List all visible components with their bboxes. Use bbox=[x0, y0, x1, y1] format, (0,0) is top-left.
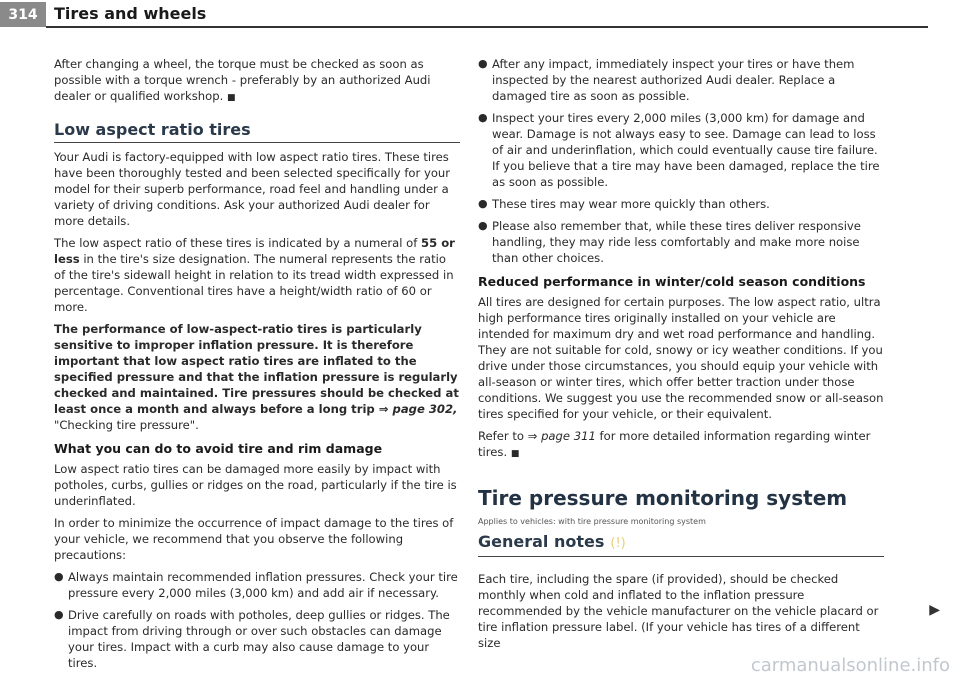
page-header bbox=[0, 0, 960, 28]
list-item: ● Drive carefully on roads with potholes, deep gullies or ridges. The impact from driving through or over such obstacles can damage your tires. Impact with a curb may also cause damage to your tires. bbox=[54, 608, 450, 670]
general-paragraph: Each tire, including the spare (if provided), should be checked monthly when cold and inflated to the inflation pressure recommended by the vehicle manufacturer on the vehicle placard or tire inflation pressure label. (If your vehicle has tires of a different size bbox=[478, 572, 879, 650]
heading-general-notes: General notes bbox=[478, 532, 605, 551]
bullet-icon: ● bbox=[54, 570, 64, 583]
warning-bold-paragraph: The performance of low-aspect-ratio tires is particularly sensitive to improper inflation pressure. It is therefore important that low aspect ratio tires are inflated to the specified pressure and that the inflation pressure is regularly checked and maintained. Tire pressures should be checked at least once a month and always before a long trip ⇒ page 302, "Checking tire pressure". bbox=[54, 322, 459, 432]
bullet-icon: ● bbox=[54, 608, 64, 621]
list-item: ● After any impact, immediately inspect your tires or have them inspected by the nearest authorized Audi dealer. Replace a damaged tire as soon as possible. bbox=[478, 57, 855, 103]
heading-low-aspect: Low aspect ratio tires bbox=[54, 122, 460, 143]
end-mark-icon: ■ bbox=[510, 449, 520, 459]
avoid-paragraph-1: Low aspect ratio tires can be damaged more easily by impact with potholes, curbs, gullies or ridges on the road, particularly if the tire is underinflated. bbox=[54, 462, 457, 508]
heading-reduced-performance: Reduced performance in winter/cold season conditions bbox=[478, 274, 866, 289]
list-item: ● Always maintain recommended inflation pressures. Check your tire pressure every 2,000 miles (3,000 km) and add air if necessary. bbox=[54, 570, 458, 600]
page-ref-311[interactable]: ⇒ page 311 bbox=[527, 429, 596, 443]
reduced-paragraph-1: All tires are designed for certain purposes. The low aspect ratio, ultra high performance tires originally installed on your vehicle are intended for maximum dry and wet road performance and handling. They are not suitable for cold, snowy or icy weather conditions. If you drive under those circumstances, you should equip your vehicle with all-season or winter tires, which offer better traction under those conditions. We suggest you use the recommended snow or all-season tires specified for your vehicle, or their equivalent. bbox=[478, 295, 884, 421]
bullet-icon: ● bbox=[478, 111, 488, 124]
right-column bbox=[478, 56, 884, 657]
bullet-icon: ● bbox=[478, 219, 488, 232]
list-item: ● Please also remember that, while these tires deliver responsive handling, they may ride less comfortably and make more noise than other choices. bbox=[478, 219, 861, 265]
watermark: carmanualsonline.info bbox=[750, 655, 950, 676]
avoid-paragraph-2: In order to minimize the occurrence of impact damage to the tires of your vehicle, we recommend that you observe the following precautions: bbox=[54, 516, 454, 562]
reduced-paragraph-2: Refer to ⇒ page 311 for more detailed information regarding winter tires. ■ bbox=[478, 429, 871, 459]
heading-tpms: Tire pressure monitoring system bbox=[478, 486, 848, 510]
bullet-icon: ● bbox=[478, 57, 488, 70]
intro-paragraph: After changing a wheel, the torque must be checked as soon as possible with a torque wrench - preferably by an authorized Audi dealer or qualified workshop. ■ bbox=[54, 57, 431, 103]
section-title: Tires and wheels bbox=[54, 4, 207, 23]
continue-arrow-icon: ▶ bbox=[929, 602, 940, 618]
left-column bbox=[54, 56, 460, 677]
header-rule bbox=[46, 26, 928, 28]
caution-icon: (!) bbox=[610, 536, 626, 551]
page-number: 314 bbox=[0, 2, 46, 27]
low-aspect-paragraph-1: Your Audi is factory-equipped with low aspect ratio tires. These tires have been thoroughly tested and been selected specifically for your model for their superb performance, road feel and handling under a variety of driving conditions. Ask your authorized Audi dealer for more details. bbox=[54, 150, 451, 228]
general-notes-heading bbox=[478, 534, 884, 557]
end-mark-icon: ■ bbox=[226, 93, 236, 103]
low-aspect-paragraph-2: The low aspect ratio of these tires is indicated by a numeral of 55 or less in the tire's size designation. The numeral represents the ratio of the tire's sidewall height in relation to its tread width expressed in percentage. Conventional tires have a height/width ratio of 60 or more. bbox=[54, 236, 455, 314]
list-item: ● These tires may wear more quickly than others. bbox=[478, 197, 770, 211]
applies-note: Applies to vehicles: with tire pressure monitoring system bbox=[478, 517, 706, 526]
heading-avoid-damage: What you can do to avoid tire and rim damage bbox=[54, 441, 383, 456]
page-ref-302[interactable]: ⇒ page 302, bbox=[378, 402, 458, 416]
bullet-icon: ● bbox=[478, 197, 488, 210]
list-item: ● Inspect your tires every 2,000 miles (3,000 km) for damage and wear. Damage is not always easy to see. Damage can lead to loss of air and underinflation, which could eventually cause tire failure. If you believe that a tire may have been damaged, replace the tire as soon as possible. bbox=[478, 111, 880, 189]
